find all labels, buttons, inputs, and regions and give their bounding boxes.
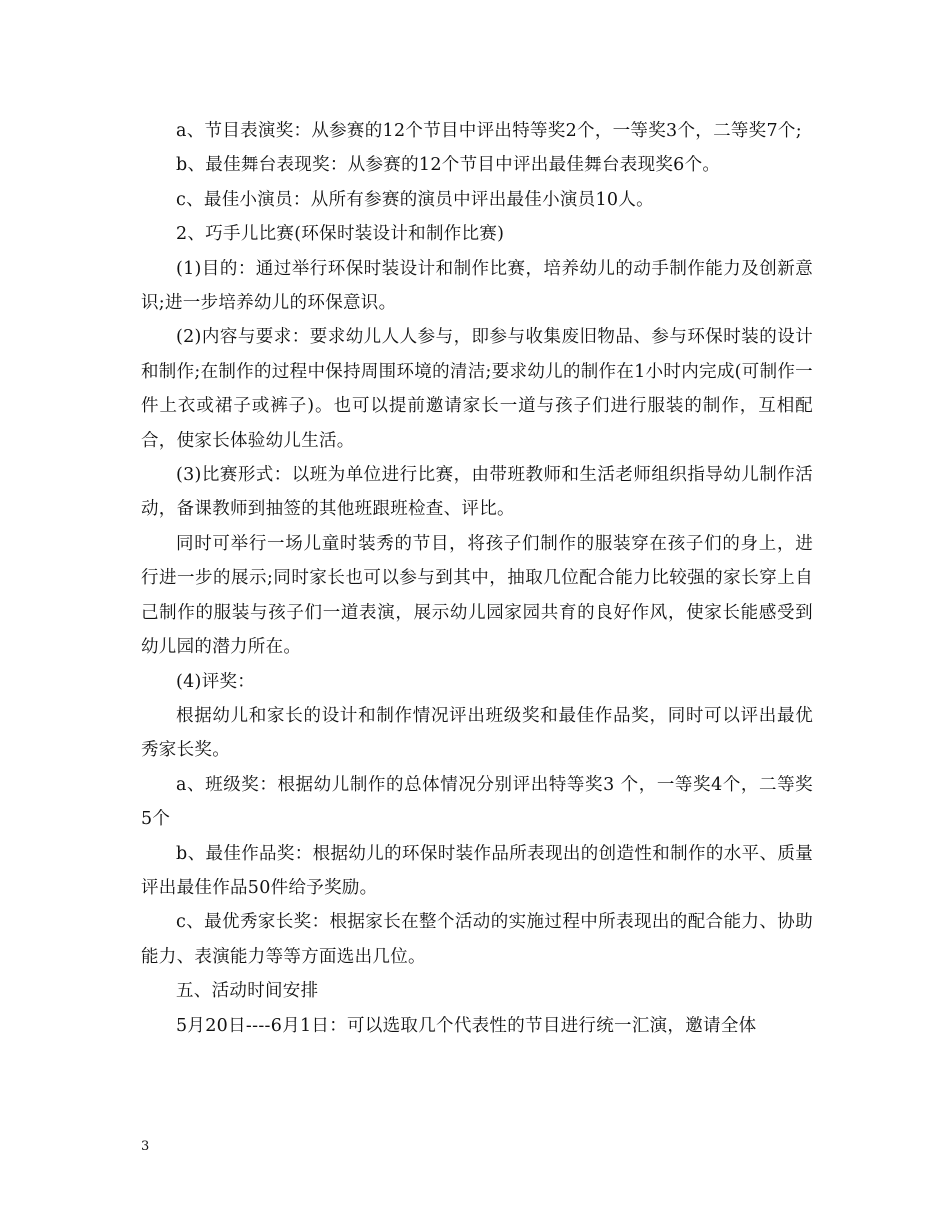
document-body <box>141 114 813 1043</box>
section-heading: 五、活动时间安排 <box>176 981 319 1002</box>
paragraph: c、最优秀家长奖：根据家长在整个活动的实施过程中所表现出的配合能力、协助能力、表演能力等等方面选出几位。 <box>141 912 813 967</box>
page-number: 3 <box>141 1139 150 1154</box>
section-heading: 2、巧手儿比赛(环保时装设计和制作比赛) <box>176 224 505 245</box>
paragraph: (3)比赛形式：以班为单位进行比赛，由带班教师和生活老师组织指导幼儿制作活动，备课教师到抽签的其他班跟班检查、评比。 <box>141 465 813 520</box>
paragraph: 根据幼儿和家长的设计和制作情况评出班级奖和最佳作品奖，同时可以评出最优秀家长奖。 <box>141 705 813 761</box>
paragraph: a、节目表演奖：从参赛的12个节目中评出特等奖2个，一等奖3个，二等奖7个; <box>176 121 802 141</box>
subheading: (4)评奖： <box>176 671 256 692</box>
paragraph: b、最佳舞台表现奖：从参赛的12个节目中评出最佳舞台表现奖6个。 <box>176 155 721 176</box>
paragraph: (1)目的：通过举行环保时装设计和制作比赛，培养幼儿的动手制作能力及创新意识;进一步培养幼儿的环保意识。 <box>141 258 813 314</box>
paragraph: b、最佳作品奖：根据幼儿的环保时装作品所表现出的创造性和制作的水平、质量评出最佳作品50件给予奖励。 <box>141 843 813 898</box>
paragraph: c、最佳小演员：从所有参赛的演员中评出最佳小演员10人。 <box>176 189 654 210</box>
paragraph: 同时可举行一场儿童时装秀的节目，将孩子们制作的服装穿在孩子们的身上，进行进一步的展示;同时家长也可以参与到其中，抽取几位配合能力比较强的家长穿上自己制作的服装与孩子们一道表演，展示幼儿园家园共育的良好作风，使家长能感受到幼儿园的潜力所在。 <box>141 533 813 658</box>
paragraph: 5月20日----6月1日：可以选取几个代表性的节目进行统一汇演，邀请全体 <box>176 1015 757 1036</box>
paragraph: (2)内容与要求：要求幼儿人人参与，即参与收集废旧物品、参与环保时装的设计和制作;在制作的过程中保持周围环境的清洁;要求幼儿的制作在1小时内完成(可制作一件上衣或裙子或裤子)。也可以提前邀请家长一道与孩子们进行服装的制作，互相配合，使家长体验幼儿生活。 <box>141 327 813 451</box>
paragraph: a、班级奖：根据幼儿制作的总体情况分别评出特等奖3 个，一等奖4个，二等奖5个 <box>141 774 813 830</box>
